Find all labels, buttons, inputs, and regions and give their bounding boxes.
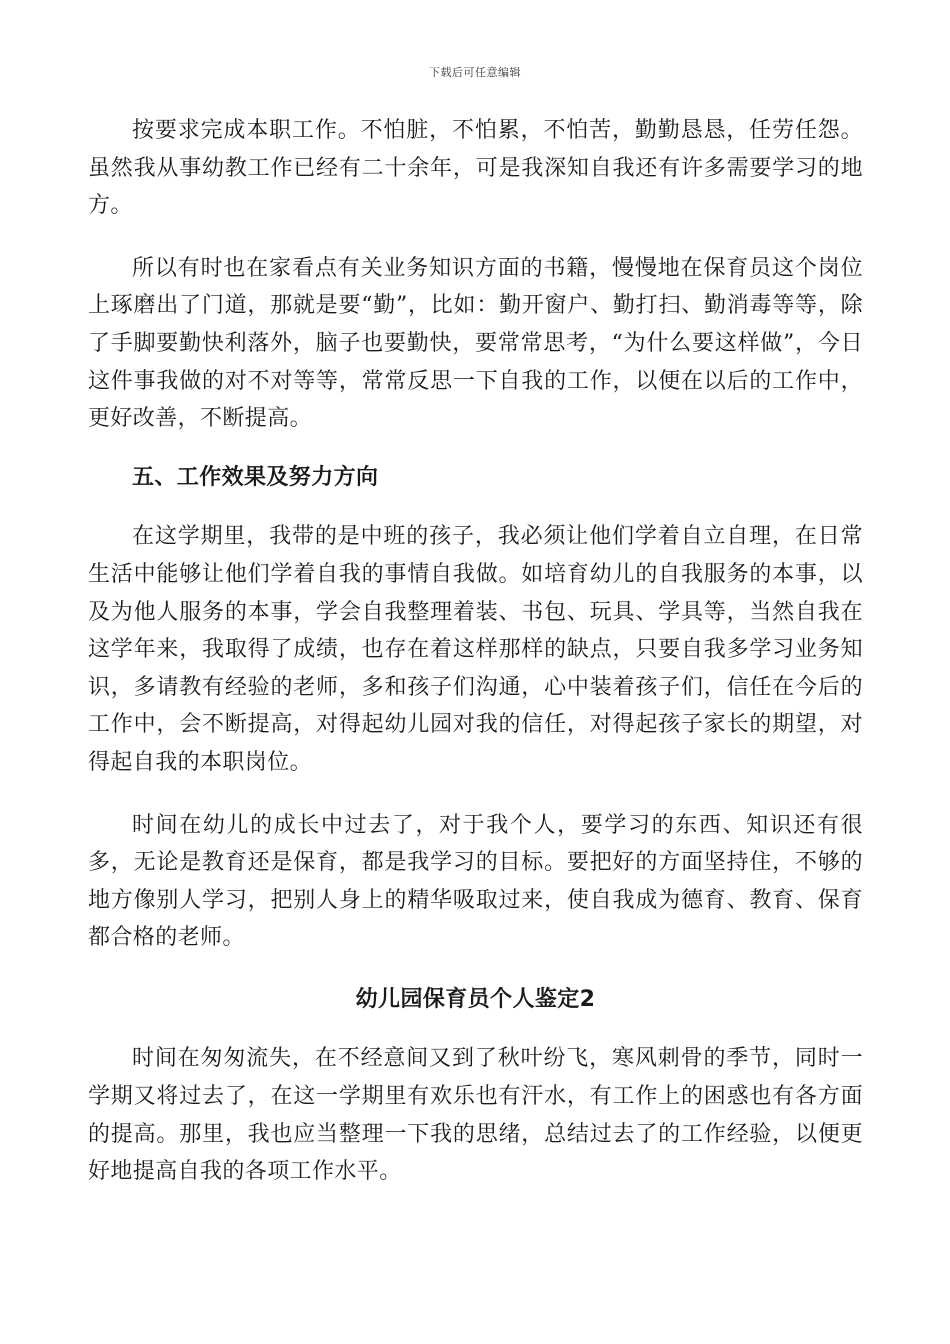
paragraph-4: 时间在幼儿的成长中过去了，对于我个人，要学习的东西、知识还有很多，无论是教育还是保育，都是我学习的目标。要把好的方面坚持住，不够的地方像别人学习，把别人身上的精华吸取过来，使自我成为德育、教育、保育都合格的老师。	[88, 812, 863, 951]
page-header-note: 下载后可任意编辑	[429, 66, 521, 79]
document-body	[88, 112, 863, 1191]
paragraph-2: 所以有时也在家看点有关业务知识方面的书籍，慢慢地在保育员这个岗位上琢磨出了门道，那就是要“勤”，比如：勤开窗户、勤打扫、勤消毒等等，除了手脚要勤快利落外，脑子也要勤快，要常常思考，“为什么要这样做”，今日这件事我做的对不对等等，常常反思一下自我的工作，以便在以后的工作中，更好改善，不断提高。	[88, 255, 863, 432]
paragraph-3: 在这学期里，我带的是中班的孩子，我必须让他们学着自立自理，在日常生活中能够让他们学着自我的事情自我做。如培育幼儿的自我服务的本事，以及为他人服务的本事，学会自我整理着装、书包、玩具、学具等，当然自我在这学年来，我取得了成绩，也存在着这样那样的缺点，只要自我多学习业务知识，多请教有经验的老师，多和孩子们沟通，心中装着孩子们，信任在今后的工作中，会不断提高，对得起幼儿园对我的信任，对得起孩子家长的期望，对得起自我的本职岗位。	[88, 524, 863, 775]
document-title-2: 幼儿园保育员个人鉴定2	[355, 986, 596, 1012]
paragraph-1: 按要求完成本职工作。不怕脏，不怕累，不怕苦，勤勤恳恳，任劳任怨。虽然我从事幼教工作已经有二十余年，可是我深知自我还有许多需要学习的地方。	[88, 118, 863, 219]
section-heading: 五、工作效果及努力方向	[132, 464, 379, 490]
paragraph-5: 时间在匆匆流失，在不经意间又到了秋叶纷飞，寒风刺骨的季节，同时一学期又将过去了，在这一学期里有欢乐也有汗水，有工作上的困惑也有各方面的提高。那里，我也应当整理一下我的思绪，总结过去了的工作经验，以便更好地提高自我的各项工作水平。	[88, 1046, 863, 1185]
